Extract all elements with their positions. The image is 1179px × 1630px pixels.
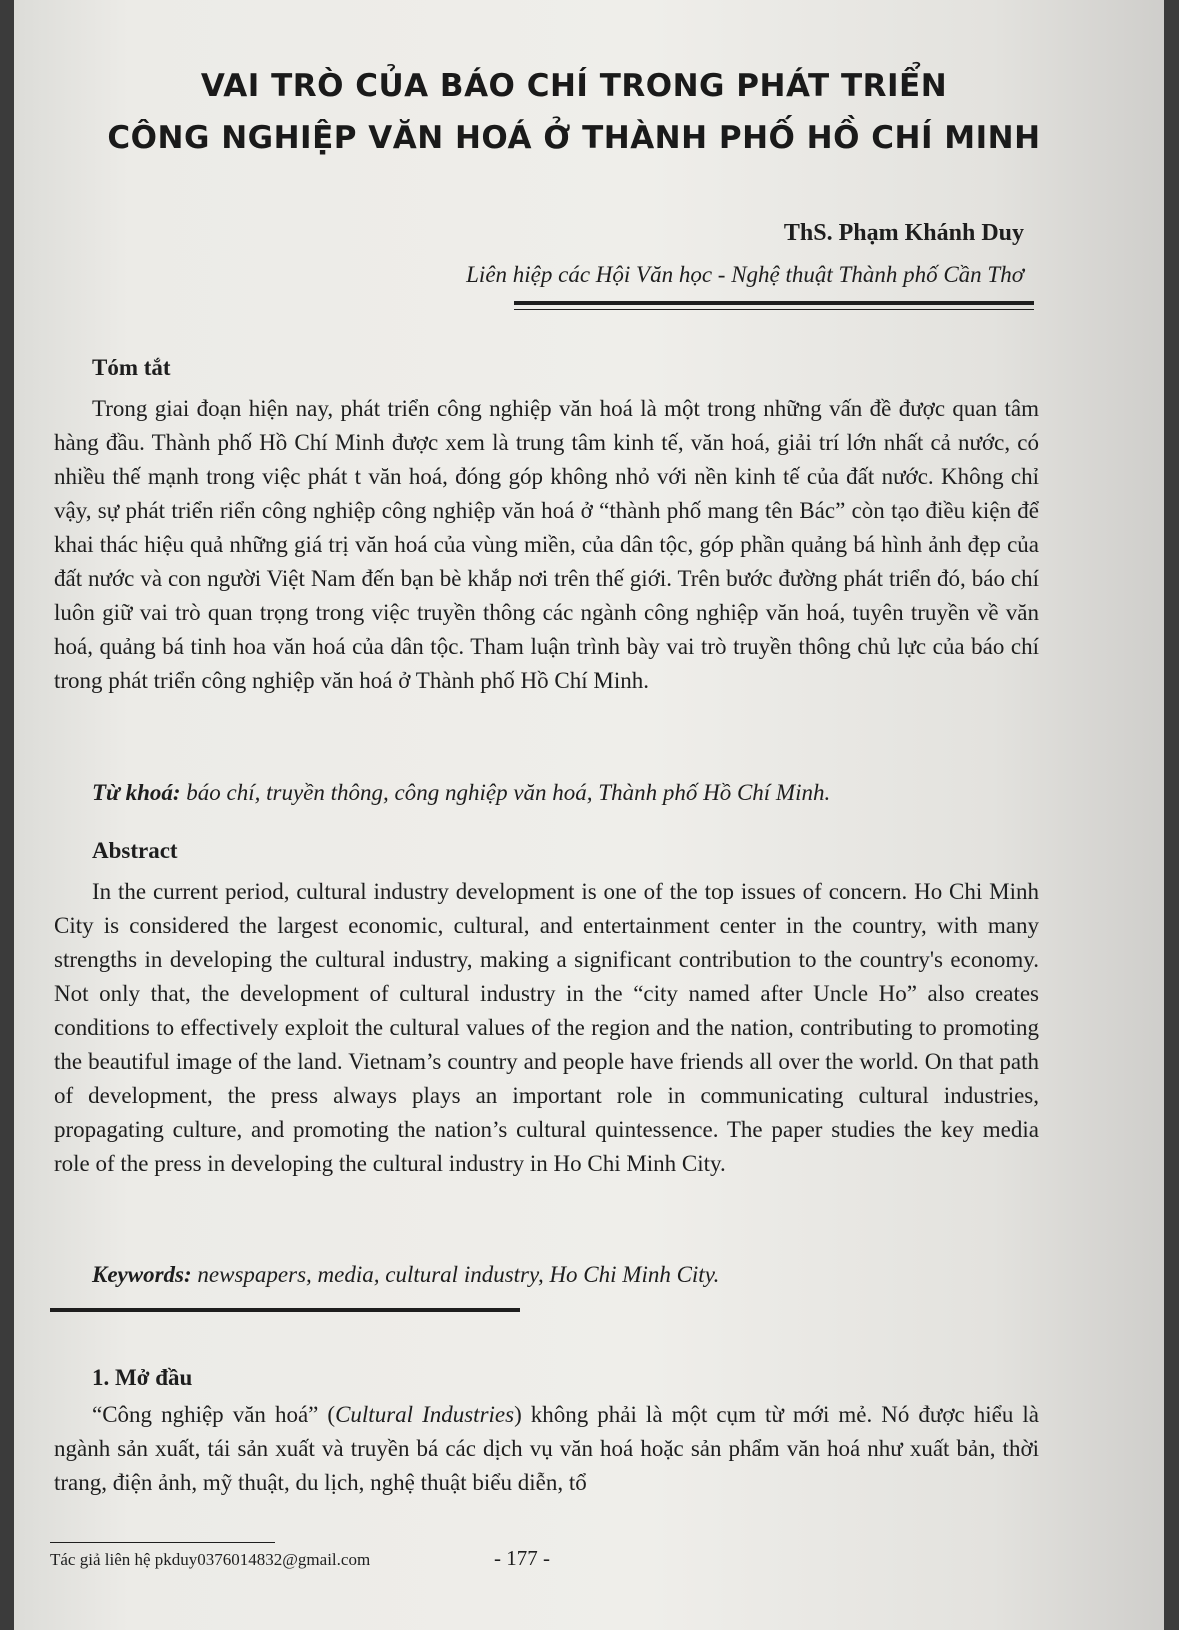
abstract-heading: Abstract [92, 838, 178, 863]
intro-quote: “Công nghiệp văn hoá” ( [92, 1402, 336, 1427]
intro-term: Cultural Industries [335, 1402, 515, 1427]
header-rule-thin [514, 309, 1034, 310]
vietnamese-keywords [92, 780, 1042, 806]
intro-body: ) không phải là một cụm từ mới mẻ. Nó được hiểu là ngành sản xuất, tái sản xuất và truyền bá các dịch vụ văn hoá hoặc sản phẩm văn hoá như xuất bản, thời trang, điện ảnh, mỹ thuật, du lịch, nghệ thuật biểu diễn, tổ [54, 1402, 1040, 1495]
author-affiliation: Liên hiệp các Hội Văn học - Nghệ thuật Thành phố Cần Thơ [466, 262, 1024, 287]
intro-heading: 1. Mở đầu [92, 1365, 193, 1390]
keywords-label-en: Keywords: [92, 1262, 192, 1287]
summary-heading: Tóm tắt [92, 355, 171, 380]
summary-text: Trong giai đoạn hiện nay, phát triển công nghiệp văn hoá là một trong những vấn đề được quan tâm hàng đầu. Thành phố Hồ Chí Minh được xem là trung tâm kinh tế, văn hoá, giải trí lớn nhất cả nước, có nhiều thế mạnh trong việc phát t văn hoá, đóng góp không nhỏ với nền kinh tế của đất nước. Không chỉ vậy, sự phát triển riển công nghiệp công nghiệp văn hoá ở “thành phố mang tên Bác” còn tạo điều kiện để khai thác hiệu quả những giá trị văn hoá của vùng miền, của dân tộc, góp phần quảng bá hình ảnh đẹp của đất nước và con người Việt Nam đến bạn bè khắp nơi trên thế giới. Trên bước đường phát triển đó, báo chí luôn giữ vai trò quan trọng trong việc truyền thông các ngành công nghiệp văn hoá, tuyên truyền về văn hoá, quảng bá tinh hoa văn hoá của dân tộc. Tham luận trình bày vai trò truyền thông chủ lực của báo chí trong phát triển công nghiệp văn hoá ở Thành phố Hồ Chí Minh. [54, 396, 1039, 693]
title-line-1: VAI TRÒ CỦA BÁO CHÍ TRONG PHÁT TRIỂN [200, 68, 948, 104]
page-number: - 177 - [494, 1546, 550, 1570]
keywords-text-en: newspapers, media, cultural industry, Ho Chi Minh City. [191, 1262, 720, 1287]
english-keywords [92, 1262, 1042, 1288]
abstract-text: In the current period, cultural industry development is one of the top issues of concern. Ho Chi Minh City is considered the largest economic, cultural, and entertainment center in the country, with many strengths in developing the cultural industry, making a significant contribution to the country's economy. Not only that, the development of cultural industry in the “city named after Uncle Ho” also creates conditions to effectively exploit the cultural values of the region and the nation, contributing to promoting the beautiful image of the land. Vietnam’s country and people have friends all over the world. On that path of development, the press always plays an important role in communicating cultural industries, propagating culture, and promoting the nation’s cultural quintessence. The paper studies the key media role of the press in developing the cultural industry in Ho Chi Minh City. [54, 879, 1039, 1176]
author-name: ThS. Phạm Khánh Duy [783, 220, 1024, 246]
footnote-contact: Tác giả liên hệ pkduy0376014832@gmail.com [50, 1550, 371, 1569]
intro-text [54, 1398, 1039, 1500]
footnote-rule [50, 1542, 275, 1543]
header-rule-thick [514, 301, 1034, 305]
title-line-2: CÔNG NGHIỆP VĂN HOÁ Ở THÀNH PHỐ HỒ CHÍ MINH [107, 120, 1041, 156]
section-rule [50, 1308, 520, 1312]
keywords-text-vi: báo chí, truyền thông, công nghiệp văn hoá, Thành phố Hồ Chí Minh. [180, 780, 831, 805]
keywords-label-vi: Từ khoá: [92, 780, 181, 805]
document-page [14, 0, 1164, 1630]
